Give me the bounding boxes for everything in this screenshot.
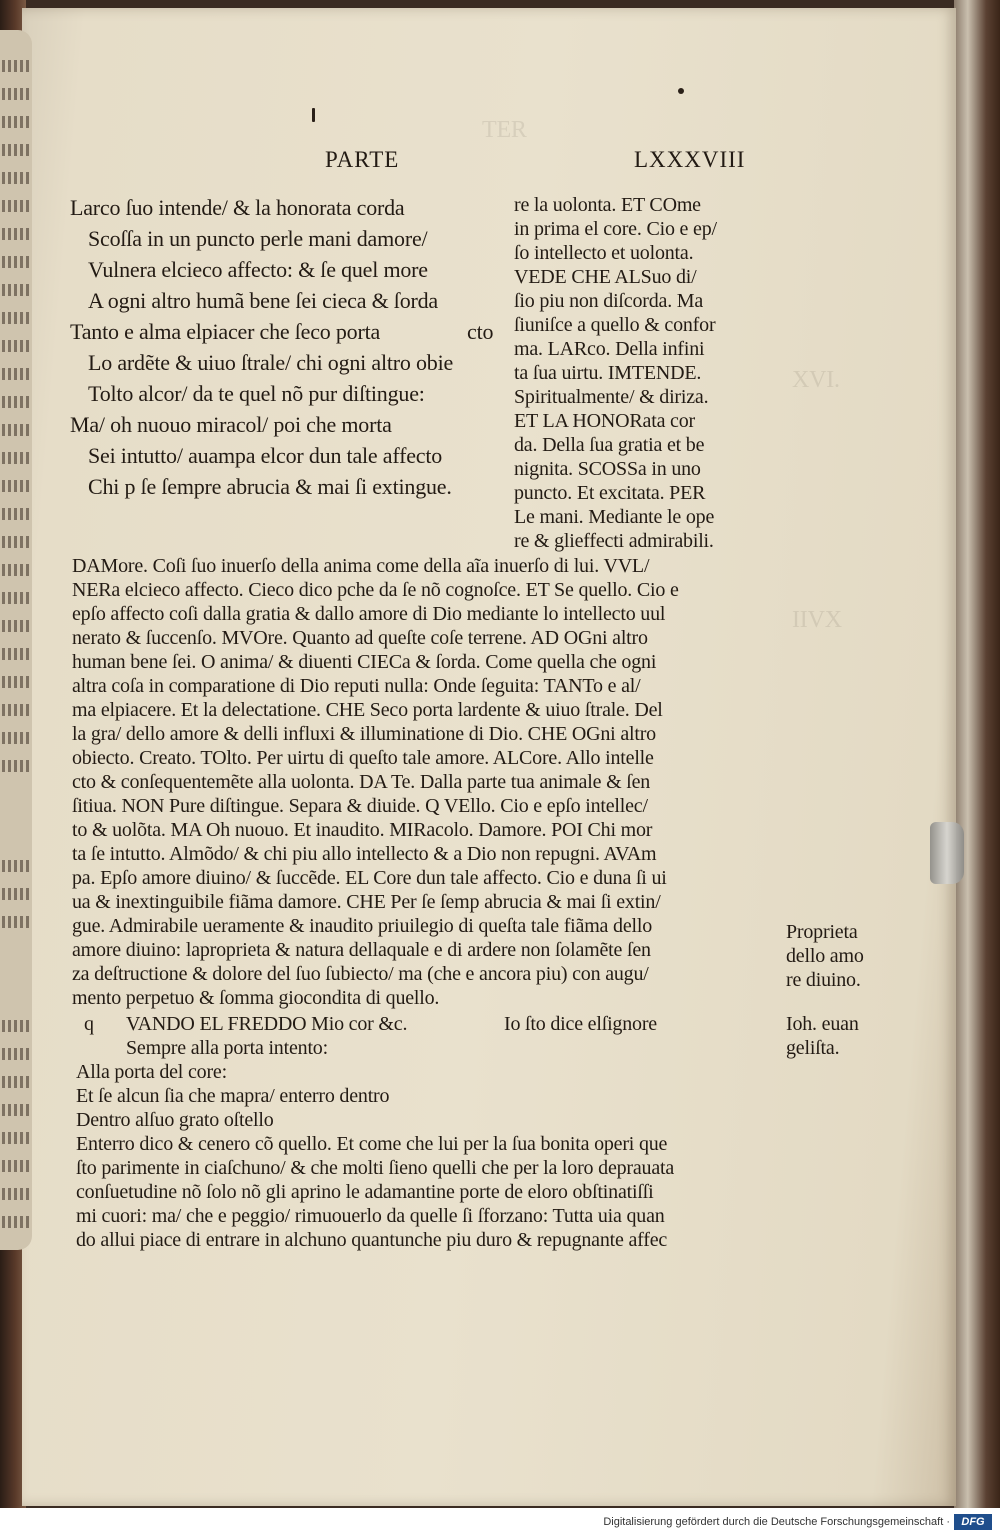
body-line: conſuetudine nõ ſolo nõ gli aprino le adamantine porte de eloro obſtinatiſſi (76, 1181, 654, 1203)
poem-line: Dentro alſuo grato oſtello (76, 1109, 274, 1131)
body-line: gue. Admirabile ueramente & inaudito priuilegio di queſta tale fiãma dello (72, 915, 653, 937)
body-line: ma elpiacere. Et la delectatione. CHE Seco porta lardente & uiuo ſtrale. Del (72, 699, 663, 721)
commentary-line: Spiritualmente/ & diriza. (514, 386, 709, 408)
commentary-line: ma. LARco. Della infini (514, 338, 705, 360)
verse-line: Sei intutto/ auampa elcor dun tale affecto (88, 443, 443, 468)
commentary-line: re la uolonta. ET COme (514, 194, 701, 216)
guide-letter: q (84, 1013, 94, 1035)
dfg-logo: DFG (954, 1514, 992, 1530)
commentary-line: ſo intellecto et uolonta. (514, 242, 694, 264)
body-line: Enterro dico & cenero cõ quello. Et come che lui per la ſua bonita operi que (76, 1133, 668, 1155)
verse-line: Ma/ oh nuouo miracol/ poi che morta (70, 412, 392, 437)
facing-page-edge (0, 30, 32, 1250)
page-clip (930, 822, 964, 884)
margin-note-line: Ioh. euan (786, 1013, 859, 1035)
footer-bar (0, 1508, 1000, 1537)
commentary-line: in prima el core. Cio e ep/ (514, 218, 717, 240)
body-line: to & uolõta. MA Oh nuouo. Et inaudito. MIRacolo. Damore. POI Chi mor (72, 819, 653, 841)
verse-overflow: cto (467, 319, 494, 344)
body-line: obiecto. Creato. TOlto. Per uirtu di queſto tale amore. ALCore. Allo intelle (72, 747, 654, 769)
commentary-line: re & glieffecti admirabili. (514, 530, 714, 552)
verse-line: Larco ſuo intende/ & la honorata corda (70, 195, 405, 220)
margin-note-line: dello amo (786, 945, 864, 967)
verse-line: Lo ardẽte & uiuo ſtrale/ chi ogni altro obie (88, 350, 454, 375)
body-line: NERa elcieco affecto. Cieco dico pche da ſe nõ cognoſce. ET Se quello. Cio e (72, 579, 679, 601)
body-line: epſo affecto coſi dalla gratia & dallo amore di Dio mediante lo intellecto uul (72, 603, 666, 625)
commentary-line: ta ſua uirtu. IMTENDE. (514, 362, 702, 384)
body-line: nerato & ſuccenſo. MVOre. Quanto ad queſte coſe terrene. AD OGni altro (72, 627, 648, 649)
running-head-left: PARTE (325, 147, 400, 172)
poem-line: Et ſe alcun ſia che mapra/ enterro dentro (76, 1085, 390, 1107)
footer-credit: Digitalisierung gefördert durch die Deutsche Forschungsgemeinschaft · (603, 1516, 950, 1528)
show-through-text: IIVX (792, 607, 842, 633)
body-line: do allui piace di entrare in alchuno quantunche piu duro & repugnante affec (76, 1229, 668, 1251)
body-line: altra coſa in comparatione di Dio reputi nulla: Onde ſeguita: TANTo e al/ (72, 675, 641, 697)
commentary-line: VEDE CHE ALSuo di/ (514, 266, 697, 288)
margin-note-line: re diuino. (786, 969, 861, 991)
body-line: ua & inextinguibile fiãma damore. CHE Per ſe ſemp abrucia & mai ſi extin/ (72, 891, 661, 913)
commentary-line: nignita. SCOSSa in uno (514, 458, 701, 480)
body-line: mento perpetuo & ſomma giocondita di quello. (72, 987, 440, 1009)
body-line: ſitiua. NON Pure diſtingue. Separa & diuide. Q VEllo. Cio e epſo intellec/ (72, 795, 648, 817)
show-through-text: XVI. (792, 367, 840, 393)
commentary-line: da. Della ſua gratia et be (514, 434, 705, 456)
section-heading: VANDO EL FREDDO Mio cor &c. (126, 1013, 408, 1035)
book-page (22, 8, 956, 1506)
commentary-line: puncto. Et excitata. PER (514, 482, 706, 504)
body-line: DAMore. Coſi ſuo inuerſo della anima come della aĩa inuerſo di lui. VVL/ (72, 555, 650, 577)
ink-spot (678, 88, 684, 94)
poem-line: Alla porta del core: (76, 1061, 227, 1083)
margin-note-line: Proprieta (786, 921, 858, 943)
body-line: amore diuino: laproprieta & natura dellaquale e di ardere non ſolamẽte ſen (72, 939, 651, 961)
verse-line: A ogni altro humã bene ſei cieca & ſorda (88, 288, 438, 313)
section-attribution: Io ſto dice elſignore (504, 1013, 657, 1035)
body-line: ſto parimente in ciaſchuno/ & che molti ſieno quelli che per la loro deprauata (76, 1157, 675, 1179)
book-edge-right (954, 0, 1000, 1508)
commentary-line: ET LA HONORata cor (514, 410, 695, 432)
verse-line: Scoſſa in un puncto perle mani damore/ (88, 226, 428, 251)
body-line: human bene ſei. O anima/ & diuenti CIECa & ſorda. Come quella che ogni (72, 651, 657, 673)
verse-line: Vulnera elcieco affecto: & ſe quel more (88, 257, 428, 282)
poem-line: Sempre alla porta intento: (126, 1037, 328, 1059)
commentary-line: ſiuniſce a quello & confor (514, 314, 716, 336)
running-head-right: LXXXVIII (634, 147, 746, 172)
body-line: la gra/ dello amore & delli influxi & illuminatione di Dio. CHE OGni altro (72, 723, 656, 745)
body-line: za deſtructione & dolore del ſuo ſubiecto/ ma (che e ancora piu) con augu/ (72, 963, 649, 985)
body-line: pa. Epſo amore diuino/ & ſuccẽde. EL Core dun tale affecto. Cio e duna ſi ui (72, 867, 667, 889)
body-line: ta ſe intutto. Almõdo/ & chi piu allo intellecto & a Dio non repugni. AVAm (72, 843, 657, 865)
body-line: cto & conſequentemẽte alla uolonta. DA Te. Dalla parte tua animale & ſen (72, 771, 651, 793)
commentary-line: Le mani. Mediante le ope (514, 506, 715, 528)
verse-line: Tanto e alma elpiacer che ſeco porta (70, 319, 381, 344)
margin-note-line: geliſta. (786, 1037, 840, 1059)
verse-line: Tolto alcor/ da te quel nõ pur diſtingue: (88, 381, 425, 406)
show-through-text: TER (482, 117, 527, 143)
ink-spot (312, 108, 315, 122)
body-line: mi cuori: ma/ che e peggio/ rimuouerlo da quelle ſi ſforzano: Tutta uia quan (76, 1205, 665, 1227)
verse-line: Chi p ſe ſempre abrucia & mai ſi extingue. (88, 474, 452, 499)
commentary-line: ſio piu non diſcorda. Ma (514, 290, 704, 312)
